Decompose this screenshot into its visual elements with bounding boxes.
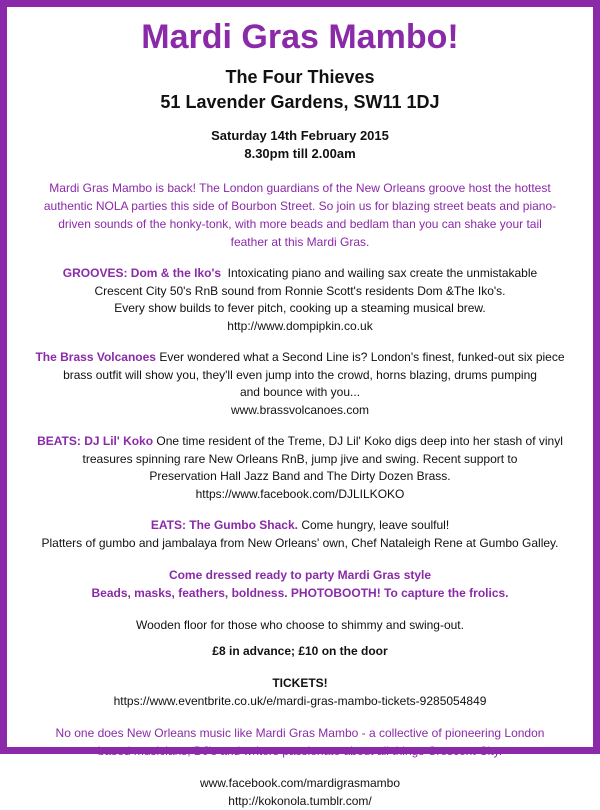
section-link[interactable]: https://www.facebook.com/DJLILKOKO — [195, 486, 405, 501]
section-text: One time resident of the Treme, DJ Lil' Koko digs deep into her stash of vinyl — [156, 434, 563, 448]
section-link[interactable]: http://www.dompipkin.co.uk — [227, 318, 373, 333]
floor-note: Wooden floor for those who choose to shimmy and swing-out. — [136, 618, 464, 632]
venue-info — [7, 65, 593, 115]
dress-code-line: Come dressed ready to party Mardi Gras style — [168, 568, 432, 582]
section-text: and bounce with you... — [239, 385, 361, 399]
section-text: brass outfit will show you, they'll even jump into the crowd, horns blazing, drums pumping — [63, 367, 537, 382]
facebook-link[interactable]: www.facebook.com/mardigrasmambo — [199, 776, 401, 790]
venue-name: The Four Thieves — [225, 67, 375, 87]
section-heading: BEATS: DJ Lil' Koko — [37, 434, 154, 448]
section-beats — [7, 433, 593, 503]
tickets-label: TICKETS! — [272, 676, 328, 690]
section-text: treasures spinning rare New Orleans RnB, jump jive and swing. Recent support to — [82, 451, 518, 466]
section-text: Ever wondered what a Second Line is? London's finest, funked-out six piece — [159, 350, 565, 364]
dress-code-line: Beads, masks, feathers, boldness. PHOTOBOOTH! To capture the frolics. — [91, 586, 509, 600]
venue-address: 51 Lavender Gardens, SW11 1DJ — [160, 92, 440, 112]
section-link[interactable]: www.brassvolcanoes.com — [230, 402, 370, 417]
footer-links — [7, 774, 593, 810]
event-time: 8.30pm till 2.00am — [244, 146, 356, 161]
section-text: Every show builds to fever pitch, cooking up a steaming musical brew. — [114, 301, 486, 315]
section-eats — [7, 517, 593, 552]
tickets-info — [7, 674, 593, 710]
section-grooves — [7, 265, 593, 335]
tumblr-link[interactable]: http://kokonola.tumblr.com/ — [228, 794, 372, 808]
section-text: Platters of gumbo and jambalaya from New Orleans' own, Chef Nataleigh Rene at Gumbo Galley. — [41, 535, 559, 550]
intro-paragraph: Mardi Gras Mambo is back! The London guardians of the New Orleans groove host the hottest authentic NOLA parties this side of Bourbon Street. So join us for blazing street beats and piano-driven sounds of the honky-tonk, with more beads and bedlam than you can shake your tail feather at this Mardi Gras. — [43, 181, 557, 249]
section-heading: GROOVES: Dom & the Iko's — [62, 266, 221, 280]
closing-paragraph: No one does New Orleans music like Mardi Gras Mambo - a collective of pioneering London based musicians, DJ's and writers passionate about all things Crescent City. — [55, 726, 545, 758]
section-brass — [7, 349, 593, 419]
dress-code — [7, 566, 593, 602]
price-info: £8 in advance; £10 on the door — [212, 644, 388, 658]
event-title: Mardi Gras Mambo! — [141, 18, 459, 56]
section-text: Come hungry, leave soulful! — [301, 518, 450, 532]
event-date: Saturday 14th February 2015 — [211, 128, 389, 143]
poster — [7, 7, 593, 810]
section-heading: EATS: The Gumbo Shack. — [150, 518, 298, 532]
tickets-link[interactable]: https://www.eventbrite.co.uk/e/mardi-gras-mambo-tickets-9285054849 — [113, 694, 487, 708]
section-text: Preservation Hall Jazz Band and The Dirty Dozen Brass. — [149, 469, 451, 483]
section-heading: The Brass Volcanoes — [35, 350, 156, 364]
section-text: Crescent City 50's RnB sound from Ronnie Scott's residents Dom &The Iko's. — [94, 283, 506, 298]
section-text: Intoxicating piano and wailing sax create the unmistakable — [227, 266, 538, 280]
event-datetime — [7, 127, 593, 163]
